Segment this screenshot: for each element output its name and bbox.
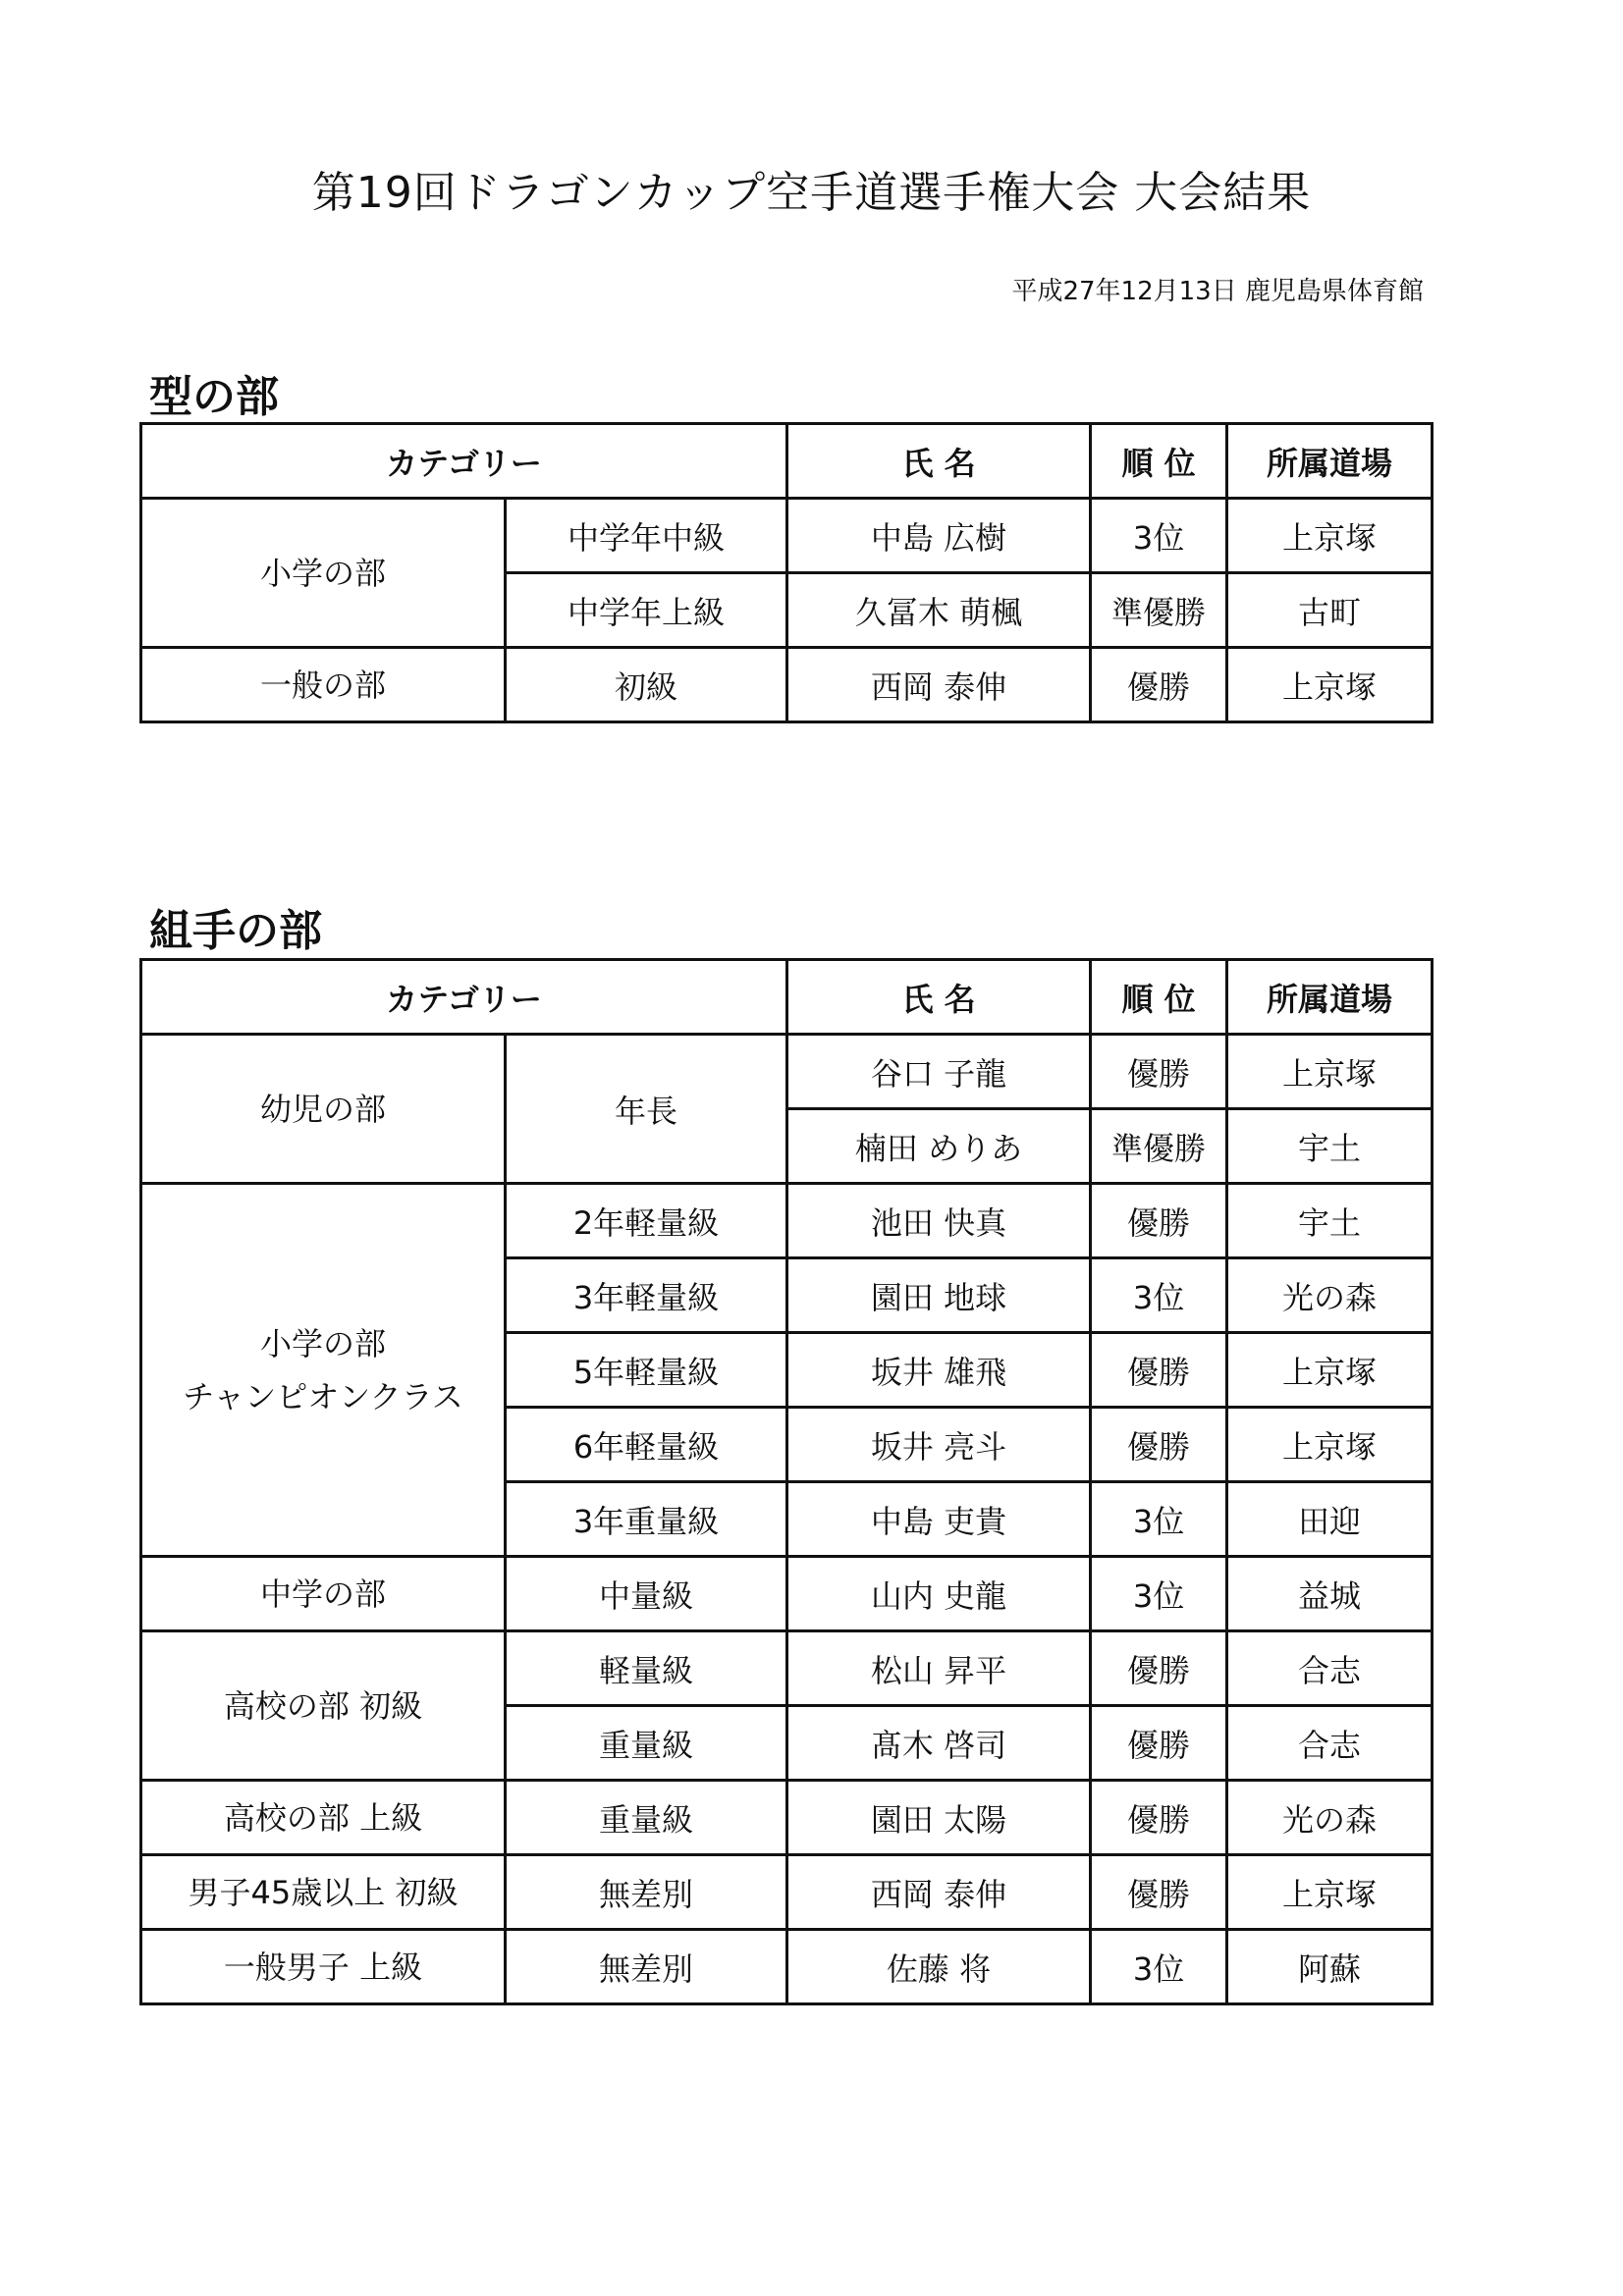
kata-results-table bbox=[139, 422, 1434, 723]
table-row bbox=[141, 1855, 1433, 1930]
page-title: 第19回ドラゴンカップ空手道選手権大会 大会結果 bbox=[311, 168, 1312, 218]
dojo-cell: 光の森 bbox=[1227, 1258, 1433, 1333]
rank-cell: 優勝 bbox=[1091, 648, 1227, 722]
division-cell bbox=[141, 1930, 506, 2004]
division-cell bbox=[141, 648, 506, 722]
name-cell: 久冨木 萌楓 bbox=[787, 573, 1091, 648]
header-name: 氏 名 bbox=[787, 960, 1091, 1035]
name-cell: 谷口 子龍 bbox=[787, 1035, 1091, 1109]
dojo-cell: 阿蘇 bbox=[1227, 1930, 1433, 2004]
division-cell bbox=[141, 1557, 506, 1631]
name-cell: 髙木 啓司 bbox=[787, 1706, 1091, 1781]
class-cell: 軽量級 bbox=[506, 1631, 787, 1706]
name-cell: 坂井 亮斗 bbox=[787, 1408, 1091, 1482]
rank-cell: 優勝 bbox=[1091, 1706, 1227, 1781]
header-category: カテゴリー bbox=[141, 424, 787, 499]
rank-cell: 優勝 bbox=[1091, 1631, 1227, 1706]
dojo-cell: 合志 bbox=[1227, 1706, 1433, 1781]
name-cell: 楠田 めりあ bbox=[787, 1109, 1091, 1184]
table-row bbox=[141, 1930, 1433, 2004]
name-cell: 中島 吏貴 bbox=[787, 1482, 1091, 1557]
dojo-cell: 宇土 bbox=[1227, 1109, 1433, 1184]
division-label: 幼児の部 bbox=[259, 1090, 386, 1128]
dojo-cell: 上京塚 bbox=[1227, 1035, 1433, 1109]
division-cell bbox=[141, 1035, 506, 1184]
division-label: チャンピオンクラス bbox=[183, 1377, 463, 1415]
rank-cell: 優勝 bbox=[1091, 1333, 1227, 1408]
rank-cell: 3位 bbox=[1091, 1258, 1227, 1333]
class-cell: 重量級 bbox=[506, 1706, 787, 1781]
table-row bbox=[141, 648, 1433, 722]
class-cell: 年長 bbox=[506, 1035, 787, 1184]
name-cell: 佐藤 将 bbox=[787, 1930, 1091, 2004]
name-cell: 園田 地球 bbox=[787, 1258, 1091, 1333]
name-cell: 松山 昇平 bbox=[787, 1631, 1091, 1706]
dojo-cell: 益城 bbox=[1227, 1557, 1433, 1631]
rank-cell: 3位 bbox=[1091, 1482, 1227, 1557]
table-row bbox=[141, 1184, 1433, 1258]
class-cell: 中量級 bbox=[506, 1557, 787, 1631]
rank-cell: 優勝 bbox=[1091, 1781, 1227, 1855]
name-cell: 坂井 雄飛 bbox=[787, 1333, 1091, 1408]
dojo-cell: 上京塚 bbox=[1227, 1408, 1433, 1482]
division-cell bbox=[141, 1631, 506, 1781]
name-cell: 西岡 泰伸 bbox=[787, 1855, 1091, 1930]
class-cell: 3年軽量級 bbox=[506, 1258, 787, 1333]
division-label: 一般男子 上級 bbox=[223, 1948, 423, 1986]
header-category: カテゴリー bbox=[141, 960, 787, 1035]
dojo-cell: 古町 bbox=[1227, 573, 1433, 648]
name-cell: 園田 太陽 bbox=[787, 1781, 1091, 1855]
rank-cell: 3位 bbox=[1091, 499, 1227, 573]
class-cell: 初級 bbox=[506, 648, 787, 722]
division-label: 高校の部 初級 bbox=[223, 1686, 423, 1725]
kumite-section-heading: 組手の部 bbox=[149, 906, 322, 956]
rank-cell: 優勝 bbox=[1091, 1184, 1227, 1258]
date-venue-line: 平成27年12月13日 鹿児島県体育館 bbox=[1011, 277, 1424, 306]
rank-cell: 優勝 bbox=[1091, 1855, 1227, 1930]
division-cell bbox=[141, 1781, 506, 1855]
class-cell: 5年軽量級 bbox=[506, 1333, 787, 1408]
table-row bbox=[141, 499, 1433, 573]
rank-cell: 準優勝 bbox=[1091, 1109, 1227, 1184]
class-cell: 2年軽量級 bbox=[506, 1184, 787, 1258]
name-cell: 中島 広樹 bbox=[787, 499, 1091, 573]
rank-cell: 3位 bbox=[1091, 1930, 1227, 2004]
header-name: 氏 名 bbox=[787, 424, 1091, 499]
header-rank: 順 位 bbox=[1091, 424, 1227, 499]
rank-cell: 優勝 bbox=[1091, 1035, 1227, 1109]
division-label: 一般の部 bbox=[259, 666, 386, 704]
header-dojo: 所属道場 bbox=[1227, 960, 1433, 1035]
kumite-results-table bbox=[139, 958, 1434, 2005]
class-cell: 重量級 bbox=[506, 1781, 787, 1855]
table-row bbox=[141, 1557, 1433, 1631]
dojo-cell: 田迎 bbox=[1227, 1482, 1433, 1557]
division-label: 男子45歳以上 初級 bbox=[188, 1873, 459, 1911]
dojo-cell: 上京塚 bbox=[1227, 1855, 1433, 1930]
division-cell bbox=[141, 499, 506, 648]
dojo-cell: 光の森 bbox=[1227, 1781, 1433, 1855]
header-rank: 順 位 bbox=[1091, 960, 1227, 1035]
dojo-cell: 宇土 bbox=[1227, 1184, 1433, 1258]
division-cell bbox=[141, 1855, 506, 1930]
dojo-cell: 上京塚 bbox=[1227, 648, 1433, 722]
division-cell bbox=[141, 1184, 506, 1557]
rank-cell: 3位 bbox=[1091, 1557, 1227, 1631]
table-row bbox=[141, 1631, 1433, 1706]
class-cell: 3年重量級 bbox=[506, 1482, 787, 1557]
rank-cell: 優勝 bbox=[1091, 1408, 1227, 1482]
class-cell: 6年軽量級 bbox=[506, 1408, 787, 1482]
name-cell: 池田 快真 bbox=[787, 1184, 1091, 1258]
division-label: 小学の部 bbox=[259, 1324, 386, 1362]
division-label: 小学の部 bbox=[259, 554, 386, 592]
division-label: 高校の部 上級 bbox=[223, 1798, 423, 1837]
header-dojo: 所属道場 bbox=[1227, 424, 1433, 499]
dojo-cell: 上京塚 bbox=[1227, 1333, 1433, 1408]
division-label: 中学の部 bbox=[259, 1575, 386, 1613]
rank-cell: 準優勝 bbox=[1091, 573, 1227, 648]
table-row bbox=[141, 1035, 1433, 1109]
kata-section-heading: 型の部 bbox=[149, 372, 279, 422]
table-header-row bbox=[141, 960, 1433, 1035]
dojo-cell: 合志 bbox=[1227, 1631, 1433, 1706]
name-cell: 山内 史龍 bbox=[787, 1557, 1091, 1631]
class-cell: 中学年上級 bbox=[506, 573, 787, 648]
table-row bbox=[141, 1781, 1433, 1855]
dojo-cell: 上京塚 bbox=[1227, 499, 1433, 573]
name-cell: 西岡 泰伸 bbox=[787, 648, 1091, 722]
table-header-row bbox=[141, 424, 1433, 499]
class-cell: 無差別 bbox=[506, 1855, 787, 1930]
class-cell: 無差別 bbox=[506, 1930, 787, 2004]
class-cell: 中学年中級 bbox=[506, 499, 787, 573]
